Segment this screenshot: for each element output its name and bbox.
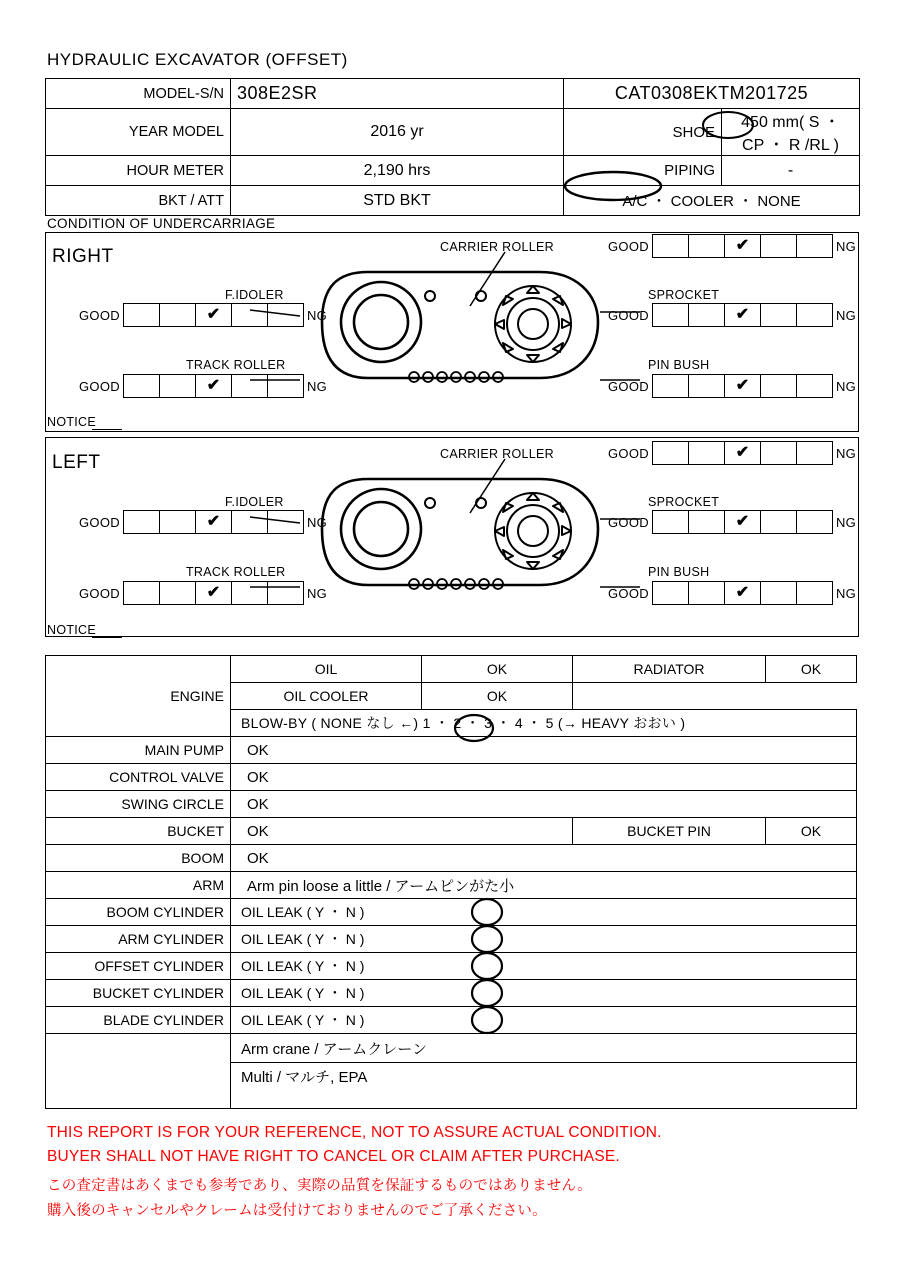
left-track-roller-label: TRACK ROLLER — [186, 565, 286, 579]
swing-circle-value: OK — [231, 791, 857, 818]
oil-cooler-label: OIL COOLER — [231, 683, 422, 710]
rating-cell-2[interactable] — [159, 581, 195, 605]
shoe-value-cell — [722, 109, 860, 156]
table-row — [46, 109, 860, 156]
right-carrier-roller-label: CARRIER ROLLER — [440, 240, 554, 254]
rating-cell-3[interactable]: ✔ — [724, 234, 760, 258]
good-label: GOOD — [79, 378, 120, 394]
page-title: HYDRAULIC EXCAVATOR (OFFSET) — [47, 50, 348, 69]
left-carrier-roller-label: CARRIER ROLLER — [440, 447, 554, 461]
disclaimer-line-4: 購入後のキャンセルやクレームは受付けておりませんのでご了承ください。 — [47, 1203, 547, 1219]
rating-cells[interactable] — [652, 441, 833, 465]
good-label: GOOD — [79, 585, 120, 601]
right-carrier-roller-rating[interactable] — [608, 234, 856, 258]
rating-cells[interactable] — [123, 303, 304, 327]
left-pin-bush-label: PIN BUSH — [648, 565, 710, 579]
main-pump-value: OK — [231, 737, 857, 764]
rating-cell-4[interactable] — [760, 510, 796, 534]
rating-cell-5[interactable] — [796, 441, 833, 465]
rating-cells[interactable] — [652, 374, 833, 398]
undercarriage-left-panel — [45, 437, 859, 637]
undercarriage-section-label: CONDITION OF UNDERCARRIAGE — [47, 216, 276, 231]
rating-cell-4[interactable] — [760, 234, 796, 258]
rating-cell-2[interactable] — [688, 234, 724, 258]
boom-cylinder-label: BOOM CYLINDER — [46, 899, 231, 926]
bucket-pin-label: BUCKET PIN — [573, 818, 766, 845]
rating-cell-5[interactable] — [796, 303, 833, 327]
good-label: GOOD — [608, 585, 649, 601]
undercarriage-right-panel — [45, 232, 859, 432]
blade-cylinder-label: BLADE CYLINDER — [46, 1007, 231, 1034]
table-row — [46, 845, 857, 872]
year-value: 2016 yr — [231, 109, 564, 156]
bucket-cylinder-value: OIL LEAK ( Y ・ N ) — [231, 980, 857, 1007]
rating-cell-1[interactable] — [652, 234, 688, 258]
ng-label: NG — [835, 445, 857, 461]
table-row — [46, 156, 860, 186]
rating-cell-2[interactable] — [159, 303, 195, 327]
rating-cell-1[interactable] — [652, 303, 688, 327]
ng-label: NG — [306, 307, 328, 323]
right-track-roller-label: TRACK ROLLER — [186, 358, 286, 372]
rating-cell-2[interactable] — [688, 303, 724, 327]
rating-cell-5[interactable] — [267, 581, 304, 605]
right-sprocket-rating[interactable] — [608, 303, 856, 327]
left-track-roller-rating[interactable] — [79, 581, 327, 605]
main-pump-label: MAIN PUMP — [46, 737, 231, 764]
left-sprocket-rating[interactable] — [608, 510, 856, 534]
table-row — [46, 1034, 857, 1063]
good-label: GOOD — [608, 307, 649, 323]
blowby-row: BLOW-BY ( NONE なし ←) 1 ・ 2 ・ 3 ・ 4 ・ 5 (→ HEAVY おおい ) — [231, 710, 857, 737]
rating-cell-5[interactable] — [267, 510, 304, 534]
radiator-label: RADIATOR — [573, 656, 766, 683]
ac-options: A/C ・ COOLER ・ NONE — [564, 186, 860, 216]
table-row — [46, 791, 857, 818]
swing-circle-label: SWING CIRCLE — [46, 791, 231, 818]
rating-cell-4[interactable] — [760, 581, 796, 605]
rating-cell-1[interactable] — [652, 374, 688, 398]
table-row — [46, 899, 857, 926]
right-fidoler-rating[interactable] — [79, 303, 327, 327]
table-row — [46, 186, 860, 216]
rating-cell-1[interactable] — [652, 510, 688, 534]
rating-cell-1[interactable] — [123, 510, 159, 534]
radiator-value: OK — [766, 656, 857, 683]
rating-cell-4[interactable] — [231, 374, 267, 398]
ng-label: NG — [306, 378, 328, 394]
rating-cell-4[interactable] — [231, 581, 267, 605]
blade-cylinder-value: OIL LEAK ( Y ・ N ) — [231, 1007, 857, 1034]
control-valve-label: CONTROL VALVE — [46, 764, 231, 791]
disclaimer-line-1: THIS REPORT IS FOR YOUR REFERENCE, NOT TO ASSURE ACTUAL CONDITION. — [47, 1124, 662, 1141]
table-row — [46, 980, 857, 1007]
left-notice-label: NOTICE — [47, 623, 97, 637]
bucket-value: OK — [231, 818, 573, 845]
good-label: GOOD — [608, 238, 649, 254]
rating-cell-3[interactable]: ✔ — [195, 374, 231, 398]
ng-label: NG — [835, 238, 857, 254]
rating-cell-1[interactable] — [123, 374, 159, 398]
left-sprocket-label: SPROCKET — [648, 495, 720, 509]
header-table — [45, 78, 860, 216]
rating-cell-1[interactable] — [123, 303, 159, 327]
shoe-value: 450 mm — [741, 114, 799, 131]
empty-cell — [573, 683, 857, 710]
offset-cylinder-label: OFFSET CYLINDER — [46, 953, 231, 980]
disclaimer-line-3: この査定書はあくまでも参考であり、実際の品質を保証するものではありません。 — [47, 1178, 592, 1194]
ng-label: NG — [835, 378, 857, 394]
good-label: GOOD — [79, 307, 120, 323]
serial-value: CAT0308EKTM201725 — [564, 79, 860, 109]
hour-value: 2,190 hrs — [231, 156, 564, 186]
model-value: 308E2SR — [231, 79, 564, 109]
arm-value: Arm pin loose a little / アームピンがた小 — [231, 872, 857, 899]
disclaimer-line-2: BUYER SHALL NOT HAVE RIGHT TO CANCEL OR CLAIM AFTER PURCHASE. — [47, 1148, 620, 1165]
good-label: GOOD — [608, 514, 649, 530]
rating-cell-4[interactable] — [760, 441, 796, 465]
engine-oil-value: OK — [422, 656, 573, 683]
rating-cells[interactable] — [652, 303, 833, 327]
rating-cell-5[interactable] — [796, 234, 833, 258]
inspection-table — [45, 655, 857, 1109]
left-notice-line — [92, 637, 122, 638]
right-pin-bush-rating[interactable] — [608, 374, 856, 398]
rating-cells[interactable] — [123, 581, 304, 605]
bkt-label: BKT / ATT — [46, 186, 231, 216]
rating-cell-4[interactable] — [760, 303, 796, 327]
rating-cell-5[interactable] — [267, 374, 304, 398]
rating-cell-3[interactable]: ✔ — [195, 581, 231, 605]
hour-label: HOUR METER — [46, 156, 231, 186]
notes-label — [46, 1034, 231, 1109]
note-line-2: Multi / マルチ, EPA — [231, 1063, 857, 1109]
engine-label: ENGINE — [46, 656, 231, 737]
rating-cell-2[interactable] — [688, 374, 724, 398]
right-notice-label: NOTICE — [47, 415, 97, 429]
rating-cell-5[interactable] — [267, 303, 304, 327]
good-label: GOOD — [608, 378, 649, 394]
control-valve-value: OK — [231, 764, 857, 791]
rating-cells[interactable] — [123, 510, 304, 534]
table-row — [46, 818, 857, 845]
rating-cell-5[interactable] — [796, 510, 833, 534]
ng-label: NG — [835, 307, 857, 323]
right-pin-bush-label: PIN BUSH — [648, 358, 710, 372]
right-sprocket-label: SPROCKET — [648, 288, 720, 302]
bucket-pin-value: OK — [766, 818, 857, 845]
engine-oil-label: OIL — [231, 656, 422, 683]
arm-cylinder-value: OIL LEAK ( Y ・ N ) — [231, 926, 857, 953]
rating-cell-3[interactable]: ✔ — [724, 374, 760, 398]
table-row — [46, 79, 860, 109]
rating-cells[interactable] — [652, 581, 833, 605]
rating-cell-4[interactable] — [760, 374, 796, 398]
piping-value: - — [722, 156, 860, 186]
boom-label: BOOM — [46, 845, 231, 872]
table-row — [46, 926, 857, 953]
rating-cell-3[interactable]: ✔ — [724, 510, 760, 534]
rating-cells[interactable] — [123, 374, 304, 398]
piping-label: PIPING — [564, 156, 722, 186]
left-fidoler-label: F.IDOLER — [225, 495, 284, 509]
rating-cell-3[interactable]: ✔ — [195, 510, 231, 534]
rating-cell-2[interactable] — [159, 374, 195, 398]
rating-cell-5[interactable] — [796, 581, 833, 605]
model-label: MODEL-S/N — [46, 79, 231, 109]
table-row — [46, 764, 857, 791]
ng-label: NG — [835, 514, 857, 530]
left-side-title: LEFT — [52, 452, 101, 473]
right-fidoler-label: F.IDOLER — [225, 288, 284, 302]
rating-cell-4[interactable] — [231, 303, 267, 327]
right-track-roller-rating[interactable] — [79, 374, 327, 398]
boom-cylinder-value: OIL LEAK ( Y ・ N ) — [231, 899, 857, 926]
left-carrier-roller-rating[interactable] — [608, 441, 856, 465]
table-row — [46, 656, 857, 683]
rating-cell-2[interactable] — [688, 510, 724, 534]
arm-cylinder-label: ARM CYLINDER — [46, 926, 231, 953]
table-row — [46, 872, 857, 899]
ng-label: NG — [306, 585, 328, 601]
rating-cell-3[interactable]: ✔ — [724, 303, 760, 327]
table-row — [46, 953, 857, 980]
table-row — [46, 1007, 857, 1034]
rating-cells[interactable] — [652, 510, 833, 534]
rating-cells[interactable] — [652, 234, 833, 258]
table-row — [46, 737, 857, 764]
rating-cell-3[interactable]: ✔ — [724, 581, 760, 605]
rating-cell-1[interactable] — [652, 441, 688, 465]
rating-cell-2[interactable] — [159, 510, 195, 534]
rating-cell-2[interactable] — [688, 441, 724, 465]
bkt-value: STD BKT — [231, 186, 564, 216]
right-side-title: RIGHT — [52, 246, 114, 267]
rating-cell-4[interactable] — [231, 510, 267, 534]
year-label: YEAR MODEL — [46, 109, 231, 156]
shoe-label: SHOE — [564, 109, 722, 156]
rating-cell-3[interactable]: ✔ — [724, 441, 760, 465]
arm-label: ARM — [46, 872, 231, 899]
note-line-1: Arm crane / アームクレーン — [231, 1034, 857, 1063]
right-notice-line — [92, 429, 122, 430]
ng-label: NG — [835, 585, 857, 601]
boom-value: OK — [231, 845, 857, 872]
left-pin-bush-rating[interactable] — [608, 581, 856, 605]
rating-cell-1[interactable] — [123, 581, 159, 605]
bucket-label: BUCKET — [46, 818, 231, 845]
ng-label: NG — [306, 514, 328, 530]
good-label: GOOD — [79, 514, 120, 530]
offset-cylinder-value: OIL LEAK ( Y ・ N ) — [231, 953, 857, 980]
rating-cell-5[interactable] — [796, 374, 833, 398]
bucket-cylinder-label: BUCKET CYLINDER — [46, 980, 231, 1007]
rating-cell-2[interactable] — [688, 581, 724, 605]
rating-cell-1[interactable] — [652, 581, 688, 605]
oil-cooler-value: OK — [422, 683, 573, 710]
good-label: GOOD — [608, 445, 649, 461]
left-fidoler-rating[interactable] — [79, 510, 327, 534]
shoe-options: ( S ・ CP ・ R /RL ) — [742, 114, 840, 154]
rating-cell-3[interactable]: ✔ — [195, 303, 231, 327]
